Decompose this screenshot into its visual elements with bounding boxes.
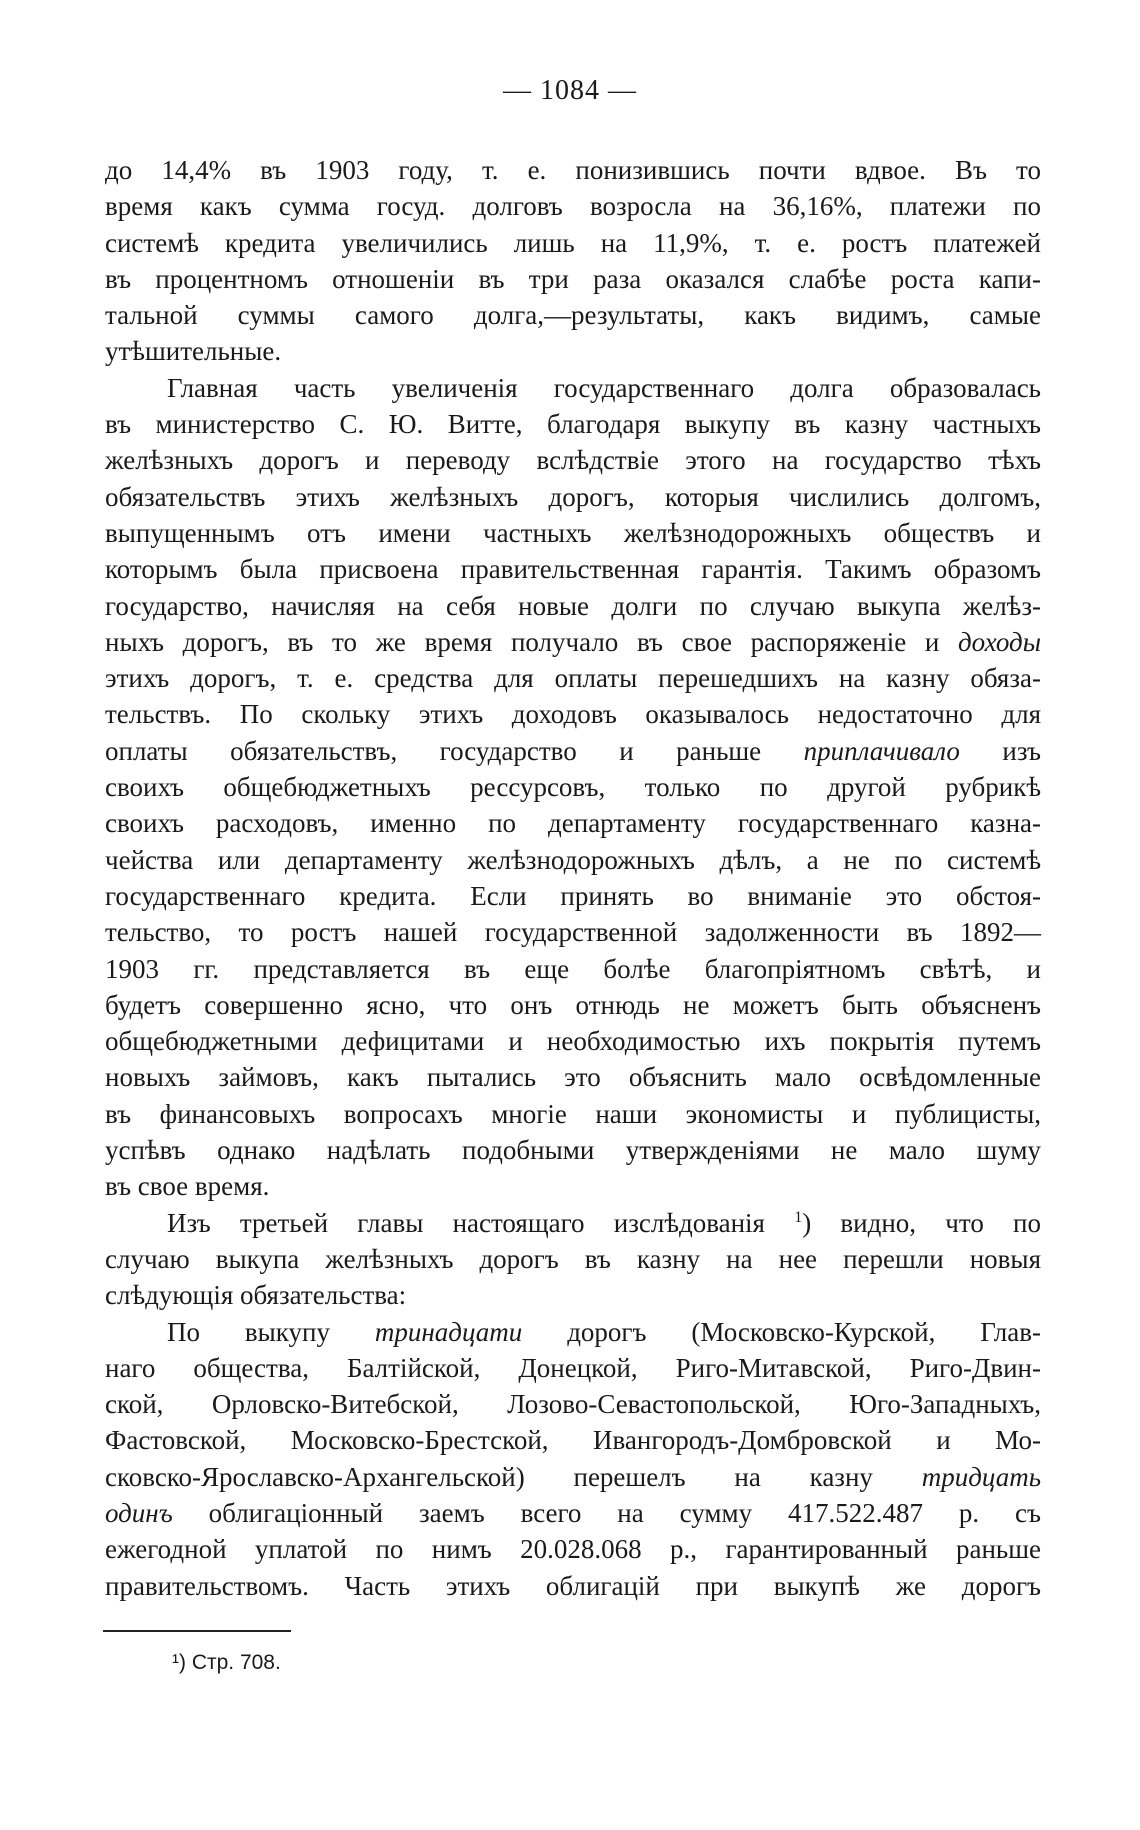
text-line bbox=[105, 1168, 1041, 1204]
text-line bbox=[105, 1459, 1041, 1495]
text-segment: своихъ расходовъ, именно по департаменту государственнаго казна- bbox=[105, 808, 1041, 839]
text-segment: По выкупу bbox=[167, 1316, 375, 1347]
text-segment: въ министерство С. Ю. Витте, благодаря выкупу въ казну частныхъ bbox=[105, 409, 1041, 440]
italic-text: приплачивало bbox=[803, 735, 960, 766]
text-line bbox=[105, 1495, 1041, 1531]
italic-text: одинъ bbox=[105, 1497, 173, 1528]
text-segment: Главная часть увеличенія государственнаго долга образовалась bbox=[167, 372, 1041, 403]
text-line bbox=[105, 370, 1041, 406]
text-segment: государственнаго кредита. Если принять во вниманіе это обстоя- bbox=[105, 880, 1041, 911]
text-line bbox=[105, 624, 1041, 660]
text-line bbox=[105, 660, 1041, 696]
text-line bbox=[105, 878, 1041, 914]
text-line bbox=[105, 333, 1041, 369]
text-segment: этихъ дорогъ, т. е. средства для оплаты перешедшихъ на казну обяза- bbox=[105, 663, 1041, 694]
text-segment: системѣ кредита увеличились лишь на 11,9%, т. е. ростъ платежей bbox=[105, 227, 1041, 258]
text-segment: которымъ была присвоена правительственная гарантія. Такимъ образомъ bbox=[105, 554, 1041, 585]
text-line bbox=[105, 805, 1041, 841]
text-line bbox=[105, 1568, 1041, 1604]
body-text bbox=[105, 152, 1041, 1604]
text-line bbox=[105, 842, 1041, 878]
text-line bbox=[105, 152, 1041, 188]
text-line bbox=[105, 914, 1041, 950]
text-segment: Изъ третьей главы настоящаго изслѣдованія bbox=[167, 1207, 795, 1238]
text-segment: государство, начисляя на себя новые долги по случаю выкупа желѣз- bbox=[105, 590, 1041, 621]
text-line bbox=[105, 769, 1041, 805]
footnote-divider bbox=[103, 1630, 291, 1632]
text-segment: 1903 гг. представляется въ еще болѣе благопріятномъ свѣтѣ, и bbox=[105, 953, 1041, 984]
text-line bbox=[105, 1132, 1041, 1168]
text-segment: ) видно, что по bbox=[802, 1207, 1041, 1238]
text-line bbox=[105, 1531, 1041, 1567]
text-segment: Фастовской, Московско-Брестской, Ивангородъ-Домбровской и Мо- bbox=[105, 1425, 1041, 1456]
text-segment: будетъ совершенно ясно, что онъ отнюдь не можетъ быть объясненъ bbox=[105, 989, 1041, 1020]
italic-text: тридцать bbox=[921, 1461, 1041, 1492]
text-segment: желѣзныхъ дорогъ и переводу вслѣдствіе этого на государство тѣхъ bbox=[105, 445, 1041, 476]
footnote-reference: 1 bbox=[794, 1208, 803, 1226]
text-line bbox=[105, 479, 1041, 515]
text-segment: своихъ общебюджетныхъ рессурсовъ, только по другой рубрикѣ bbox=[105, 772, 1041, 803]
text-line bbox=[105, 987, 1041, 1023]
text-segment: изъ bbox=[959, 735, 1041, 766]
text-segment: дорогъ (Московско-Курской, Глав- bbox=[522, 1316, 1041, 1347]
text-line bbox=[105, 1023, 1041, 1059]
text-segment: въ процентномъ отношеніи въ три раза оказался слабѣе роста капи- bbox=[105, 263, 1041, 294]
text-line bbox=[105, 551, 1041, 587]
text-segment: ской, Орловско-Витебской, Лозово-Севастопольской, Юго-Западныхъ, bbox=[105, 1389, 1041, 1420]
text-line bbox=[105, 951, 1041, 987]
text-line bbox=[105, 188, 1041, 224]
text-line bbox=[105, 733, 1041, 769]
italic-text: тринадцати bbox=[374, 1316, 523, 1347]
text-line bbox=[105, 1205, 1041, 1241]
text-line bbox=[105, 1422, 1041, 1458]
text-line bbox=[105, 1277, 1041, 1313]
text-segment: ежегодной уплатой по нимъ 20.028.068 р., гарантированный раньше bbox=[105, 1534, 1041, 1565]
text-segment: наго общества, Балтійской, Донецкой, Риго-Митавской, Риго-Двин- bbox=[105, 1352, 1041, 1383]
text-line bbox=[105, 696, 1041, 732]
text-segment: чейства или департаменту желѣзнодорожныхъ дѣлъ, а не по системѣ bbox=[105, 844, 1041, 875]
text-line bbox=[105, 225, 1041, 261]
italic-text: доходы bbox=[957, 626, 1041, 657]
page-number: — 1084 — bbox=[503, 75, 637, 106]
text-segment: тальной суммы самого долга,—результаты, какъ видимъ, самые bbox=[105, 300, 1041, 331]
text-segment: оплаты обязательствъ, государство и раньше bbox=[105, 735, 804, 766]
text-segment: правительствомъ. Часть этихъ облигацій при выкупѣ же дорогъ bbox=[105, 1570, 1041, 1601]
text-segment: слѣдующія обязательства: bbox=[105, 1280, 407, 1311]
text-line bbox=[105, 406, 1041, 442]
text-segment: успѣвъ однако надѣлать подобными утвержденіями не мало шуму bbox=[105, 1135, 1041, 1166]
text-line bbox=[105, 588, 1041, 624]
text-segment: общебюджетными дефицитами и необходимостью ихъ покрытія путемъ bbox=[105, 1026, 1041, 1057]
text-line bbox=[105, 442, 1041, 478]
text-segment: выпущеннымъ отъ имени частныхъ желѣзнодорожныхъ обществъ и bbox=[105, 517, 1041, 548]
text-line bbox=[105, 1386, 1041, 1422]
text-segment: случаю выкупа желѣзныхъ дорогъ въ казну на нее перешли новыя bbox=[105, 1243, 1041, 1274]
text-segment: до 14,4% въ 1903 году, т. е. понизившись почти вдвое. Въ то bbox=[105, 155, 1041, 185]
text-segment: тельствъ. По скольку этихъ доходовъ оказывалось недостаточно для bbox=[105, 699, 1041, 730]
text-line bbox=[105, 1314, 1041, 1350]
text-line bbox=[105, 1241, 1041, 1277]
text-segment: утѣшительные. bbox=[105, 336, 282, 367]
text-segment: въ финансовыхъ вопросахъ многіе наши экономисты и публицисты, bbox=[105, 1098, 1041, 1129]
text-line bbox=[105, 1059, 1041, 1095]
text-segment: новыхъ займовъ, какъ пытались это объяснить мало освѣдомленные bbox=[105, 1062, 1041, 1093]
text-line bbox=[105, 261, 1041, 297]
text-line bbox=[105, 1096, 1041, 1132]
text-segment: сковско-Ярославско-Архангельской) перешелъ на казну bbox=[105, 1461, 922, 1492]
footnote: ¹) Стр. 708. bbox=[172, 1651, 281, 1674]
text-line bbox=[105, 1350, 1041, 1386]
text-segment: облигаціонный заемъ всего на сумму 417.522.487 р. съ bbox=[172, 1497, 1041, 1528]
text-line bbox=[105, 515, 1041, 551]
text-segment: время какъ сумма госуд. долговъ возросла на 36,16%, платежи по bbox=[105, 191, 1041, 222]
text-segment: въ свое время. bbox=[105, 1171, 270, 1202]
text-segment: обязательствъ этихъ желѣзныхъ дорогъ, которыя числились долгомъ, bbox=[105, 481, 1041, 512]
text-line bbox=[105, 297, 1041, 333]
text-segment: ныхъ дорогъ, въ то же время получало въ свое распоряженіе и bbox=[105, 626, 958, 657]
text-segment: тельство, то ростъ нашей государственной задолженности въ 1892— bbox=[105, 917, 1041, 948]
